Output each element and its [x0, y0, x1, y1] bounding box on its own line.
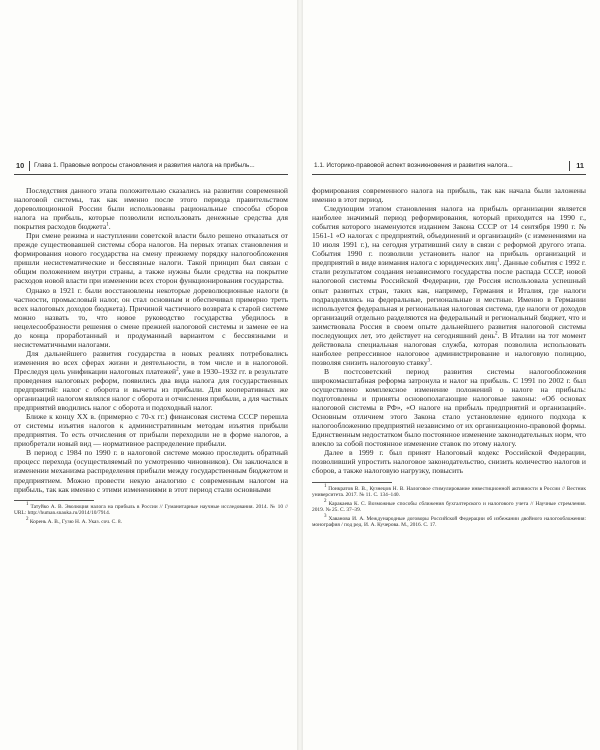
footnote: $^3$ Хаванова И. А. Международные договоры Российской Федерации об избежании двойного налогообложения: монография / под ред. И. А. Кучерова. М., 2016. С. 17.: [312, 514, 586, 529]
footnote: $^2$ Корень А. В., Гузю Н. А. Указ. соч. С. 8.: [26, 516, 122, 525]
left-page: [14, 158, 288, 527]
paragraph: При смене режима и наступлении советской власти было решено отказаться от прежде существовавшей системы сбора налогов. На первых этапах становления и формирования нового государства на смену прежнему порядку налогообложения пришли несистематические и бессвязные налоги. Такой принцип был связан с общим положением внутри страны, а также нужны были средства на покрытие расходов новой власти при изменении всех сторон функционирования государства.: [14, 231, 288, 286]
paragraph: Однако в 1921 г. были восстановлены некоторые дореволюционные налоги (в частности, промысловый налог, он стал основным и обеспечивал примерно треть всех налоговых доходов бюджета). Причиной частичного возврата к старой системе можно назвать то, что новое руководство государства убедилось в нецелесообразности решения о смене прежней налоговой системы и замене ее на до конца проработанный и продуманный вариантом с бессвязными и несистематичными налогами.: [14, 285, 288, 349]
footnote-ref: 2: [176, 367, 179, 373]
right-footnotes: [312, 483, 586, 530]
left-page-number: 10: [16, 161, 25, 170]
right-page: [312, 158, 586, 531]
left-body-text: [14, 186, 288, 494]
paragraph: Для дальнейшего развития государства в новых реалиях потребовались изменения во всех сферах жизни и деятельности, в том числе и в налоговой. Преследуя цель унификации налоговых платежей$^2$, уже в 1930–1932 гг. в результате проведения налоговых реформ, появились два вида налога для государственных предприятий: налог с оборота и вычеты из прибыли. Для кооперативных же организаций налогом являлся налог с оборота и отчисления прибыли, а для частных предприятий вводились налог с оборота и подоходный налог.: [14, 348, 288, 413]
book-gutter: [297, 0, 303, 750]
left-running-header: [14, 158, 288, 175]
footnote: $^1$ Татуйко А. В. Эволюция налога на прибыль в России // Гуманитарные научные исследования. 2014. № 10 // URL: http://human.snauka.ru/2014/10/7914.: [14, 501, 288, 517]
footnote: $^2$ Каракаева К. С. Возможные способы сближения бухгалтерского и налогового учета // Научные стремления. 2019. № 25. С. 37–39.: [312, 498, 586, 514]
paragraph: Далее в 1999 г. был принят Налоговый кодекс Российской Федерации, позволивший упростить налоговое законодательство, снизить количество налогов и сборов, а также налоговую нагрузку, повысить: [312, 448, 586, 476]
paragraph: Следующим этапом становления налога на прибыль организации является наиболее значимый период реформирования, который приходится на 1990 г., события которого знаменуются изданием Закона СССР от 14 сентября 1990 г. № 1561-1 «О налогах с предприятий, объединений и организаций» (с изменениями на 10 июля 1991 г.), на сегодня утративший силу в связи с реформой другого этапа. События 1990 г. позволили установить налог на прибыль организаций и предприятий в виде взимания налога с юридических лиц$^1$. Данные события с 1992 г. стали результатом создания независимого государства после распада СССР, новой налоговой системы Российской Федерации, где Россия использовала успешный опыт развитых стран, таких как, например, Германия и Италия, где налоги подразделялись на федеральные, региональные и местные. Именно в Германии используется федеральная и региональная налоговая система, где налоги от доходов организаций отдельно разделяются на федеральный и региональный бюджет, что и заимствовала Россия в своем опыте дальнейшего развития налоговой системы последующих лет, это действует на сегодняшний день$^2$. В Италии на тот момент действовала специальная налоговая служба, которая позволила использовать наиболее репрессивное налоговое администрирование и налоговую полицию, позволяя снизить налоговую ставку$^3$.: [312, 204, 587, 367]
right-running-header: [312, 158, 586, 175]
right-running-title: 1.1. Историко-правовой аспект возникновения и развития налога...: [314, 162, 513, 169]
left-footnotes: [14, 501, 288, 526]
header-divider: [29, 161, 30, 171]
footnote-ref: 1: [496, 258, 500, 264]
right-body-text: [312, 186, 586, 476]
paragraph: В период с 1984 по 1990 г. в налоговой системе можно проследить обратный процесс перехода (осуществляемый по усмотрению чиновников). Он заключался в изменении механизма распределения прибыли между государственным бюджетом и предприятием. Можно провести некую аналогию с современным налогом на прибыль, так как именно с этими изменениями в этот период стали основными: [14, 448, 288, 494]
footnote-ref: 1: [106, 222, 109, 228]
paragraph: формирования современного налога на прибыль, так как начала были заложены именно в этот период.: [312, 186, 586, 205]
footnote-separator: [312, 482, 392, 483]
footnote-ref: 2: [495, 331, 498, 337]
right-page-number: 11: [576, 161, 584, 170]
footnote-ref: 3: [427, 358, 431, 364]
paragraph: Ближе к концу XX в. (примерно с 70-х гг.) финансовая система СССР перешла от системы изъятия налогов к административным методам изъятия прибыли предприятия. То есть отчисления от прибыли переходили не в форме налогов, а приобретали новый вид — нормативное распределение прибыли.: [14, 412, 288, 449]
paragraph: Последствия данного этапа положительно сказались на развитии современной налоговой системы, так как именно после этого периода правительством дореволюционной России были использованы рациональные способы сборов налога на прибыль, которые позволили использовать денежные средства для покрытия расходов бюджета$^1$.: [14, 186, 288, 232]
left-running-title: Глава 1. Правовые вопросы становления и развития налога на прибыль...: [34, 162, 255, 169]
paragraph: В постсоветский период развития системы налогообложения широкомасштабная реформа затронула и налог на прибыль. С 1991 по 2002 г. был осуществлено комплексное изменение положений о налоге на прибыль: подготовлены и приняты основополагающие налоговые законы: «Об основах налоговой системы в РФ», «О налоге на прибыль предприятий и организаций». Основным отличием этого Закона стало установление единого подхода к налогообложению предприятий независимо от их организационно-правовой формы. Единственным недостатком было постоянное изменение законодательных норм, что влекло за собой постоянное изменение ставок по этому налогу.: [312, 366, 586, 449]
header-divider: [569, 161, 570, 171]
footnote: $^1$ Понкратов В. В., Кузнецов Н. В. Налоговое стимулирование инвестиционной активности в России // Вестник университета. 2017. № 11. С. 134–140.: [312, 483, 586, 499]
footnote-separator: [14, 500, 94, 501]
